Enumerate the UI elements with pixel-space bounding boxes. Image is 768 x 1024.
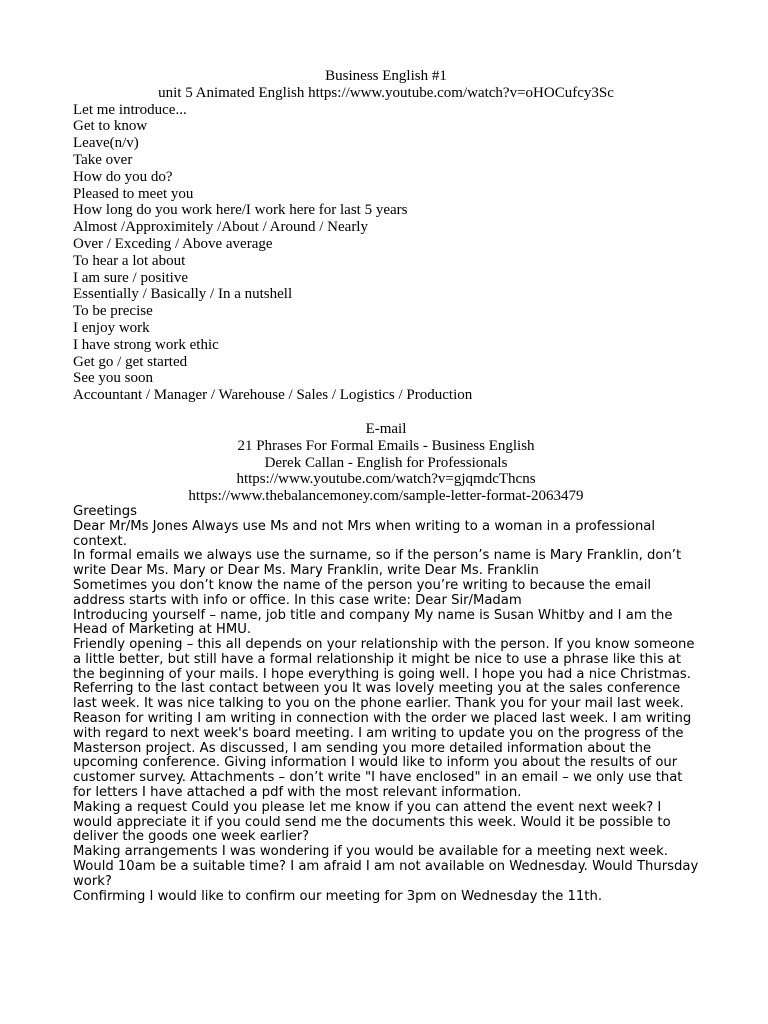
phrase-item: Get to know (73, 118, 148, 135)
phrase-item: Leave(n/v) (73, 135, 139, 152)
phrase-item: How do you do? (73, 168, 173, 185)
phrase-item: How long do you work here/I work here for last 5 years (73, 202, 408, 219)
phrase-item: I enjoy work (73, 319, 150, 336)
phrase-item: Take over (73, 151, 133, 168)
document-title: Business English #1 (325, 68, 447, 84)
email-notes (73, 505, 699, 905)
note-paragraph: Reason for writing I am writing in connection with the order we placed last week. I am writing with regard to next week's board meeting. I am writing to update you on the progress of the Masterson project. As discussed, I am sending you more detailed information about the upcoming conference. Giving information I would like to inform you about the results of our customer survey. Attachments – don’t write "I have enclosed" in an email – we only use that for letters I have attached a pdf with the most relevant information. (73, 711, 692, 801)
document-page (73, 68, 699, 904)
phrase-list (73, 102, 699, 404)
phrase-item: Over / Exceding / Above average (73, 235, 273, 252)
email-section-title: E-mail (365, 420, 407, 437)
phrase-item: To be precise (73, 303, 153, 320)
phrase-item: Essentially / Basically / In a nutshell (73, 286, 293, 303)
note-paragraph: Sometimes you don’t know the name of the person you’re writing to because the email address starts with info or office. In this case write: Dear Sir/Madam (73, 577, 652, 608)
phrase-item: Let me introduce... (73, 101, 187, 118)
note-paragraph: Friendly opening – this all depends on your relationship with the person. If you know someone a little better, but still have a formal relationship it might be nice to use a phrase like this at the beginning of your mails. I hope everything is going well. I hope you had a nice Christmas. (73, 637, 695, 682)
note-paragraph: Dear Mr/Ms Jones Always use Ms and not Mrs when writing to a woman in a professional context. (73, 518, 656, 549)
article-link[interactable]: https://www.thebalancemoney.com/sample-letter-format-2063479 (188, 488, 584, 505)
section-spacer (73, 404, 699, 421)
note-paragraph: In formal emails we always use the surname, so if the person’s name is Mary Franklin, don’t write Dear Ms. Mary or Dear Ms. Mary Franklin, write Dear Ms. Franklin (73, 548, 682, 579)
video-title: 21 Phrases For Formal Emails - Business English (237, 437, 535, 454)
phrase-item: See you soon (73, 370, 153, 387)
video-link[interactable]: https://www.youtube.com/watch?v=gjqmdcThcns (236, 471, 536, 488)
phrase-item: To hear a lot about (73, 252, 186, 269)
note-paragraph: Making a request Could you please let me know if you can attend the event next week? I would appreciate it if you could send me the documents this week. Would it be possible to deliver the goods one week earlier? (73, 799, 671, 845)
document-subtitle: unit 5 Animated English https://www.youtube.com/watch?v=oHOCufcy3Sc (158, 84, 614, 101)
phrase-item: Pleased to meet you (73, 185, 194, 202)
phrase-item: Almost /Approximitely /About / Around / Nearly (73, 219, 368, 236)
note-paragraph: Referring to the last contact between you It was lovely meeting you at the sales conference last week. It was nice talking to you on the phone earlier. Thank you for your mail last week. (73, 681, 684, 712)
phrase-item: Get go / get started (73, 353, 188, 370)
channel-name: Derek Callan - English for Professionals (264, 454, 508, 471)
note-paragraph: Making arrangements I was wondering if you would be available for a meeting next week. Would 10am be a suitable time? I am afraid I am not available on Wednesday. Would Thursday work? (73, 844, 699, 889)
phrase-item: I have strong work ethic (73, 336, 219, 353)
note-paragraph: Introducing yourself – name, job title and company My name is Susan Whitby and I am the Head of Marketing at HMU. (73, 607, 673, 638)
phrase-item: I am sure / positive (73, 269, 188, 286)
phrase-item: Accountant / Manager / Warehouse / Sales / Logistics / Production (73, 387, 473, 404)
note-paragraph: Greetings (73, 503, 138, 519)
note-paragraph: Confirming I would like to confirm our meeting for 3pm on Wednesday the 11th. (73, 888, 603, 904)
